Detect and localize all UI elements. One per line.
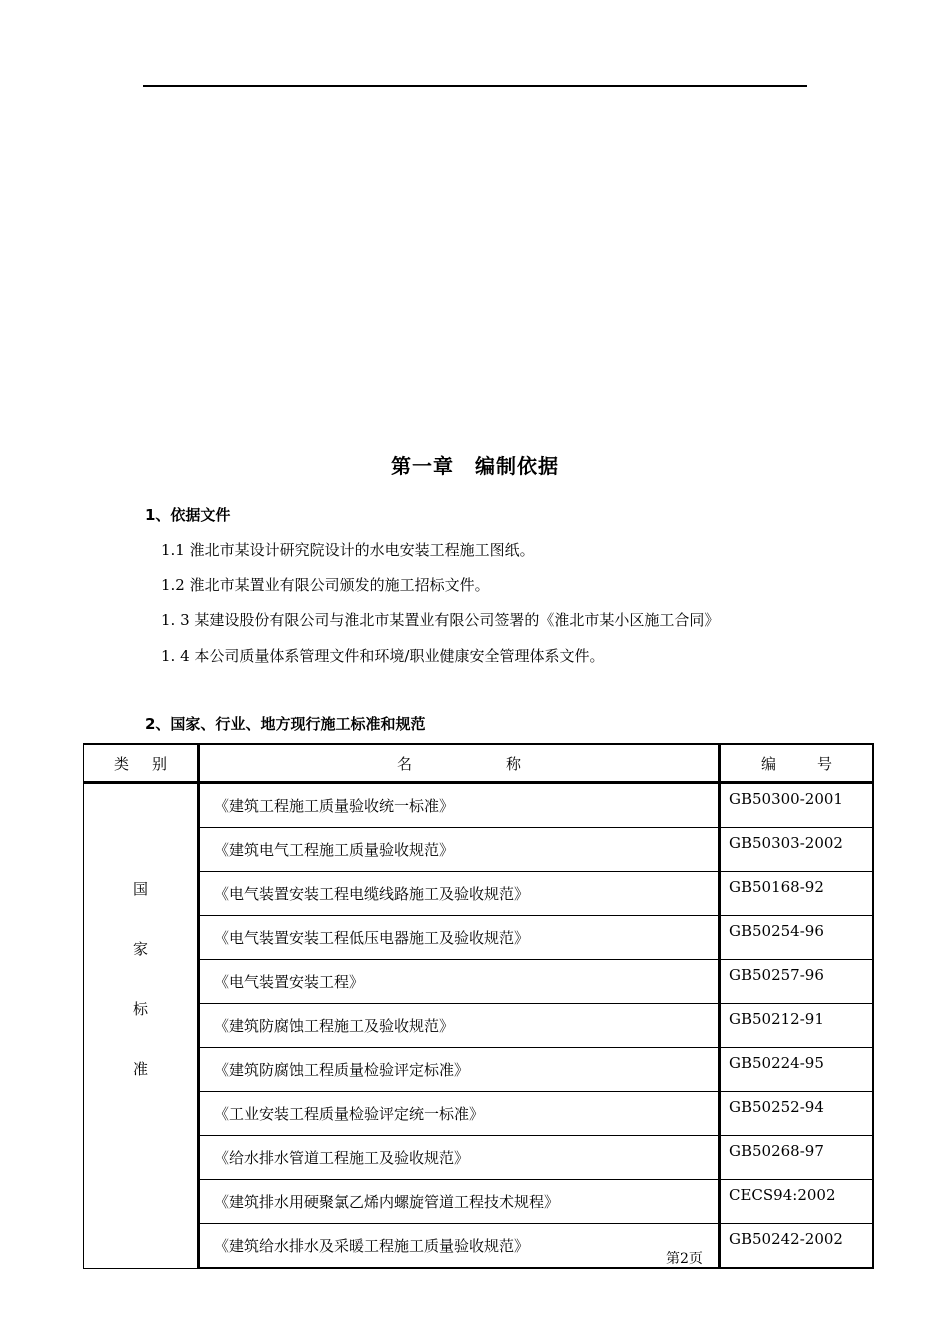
standard-name: 《电气装置安装工程电缆线路施工及验收规范》 [199, 872, 720, 916]
page-number: 第2页 [666, 1251, 703, 1267]
header-code-char: 号 [816, 754, 832, 773]
table-row [84, 1048, 874, 1092]
standard-code: GB50252-94 [720, 1092, 874, 1136]
standard-code: GB50168-92 [720, 872, 874, 916]
header-category-char: 别 [151, 754, 167, 773]
header-rule [143, 85, 807, 87]
category-char: 家 [132, 940, 148, 958]
standard-code: GB50300-2001 [720, 783, 874, 828]
header-name-char: 称 [505, 754, 521, 773]
standard-name: 《建筑工程施工质量验收统一标准》 [199, 783, 720, 828]
table-row [84, 1224, 874, 1269]
standard-code: GB50212-91 [720, 1004, 874, 1048]
section-heading-basis-documents: 1、依据文件 [145, 506, 231, 524]
table-row [84, 872, 874, 916]
standard-code: GB50303-2002 [720, 828, 874, 872]
basis-item-1-2: 1.2 淮北市某置业有限公司颁发的施工招标文件。 [161, 576, 490, 594]
standard-name: 《建筑电气工程施工质量验收规范》 [199, 828, 720, 872]
header-name [199, 744, 720, 783]
header-category-char: 类 [114, 754, 130, 773]
basis-item-1-3: 1. 3 某建设股份有限公司与淮北市某置业有限公司签署的《淮北市某小区施工合同》 [161, 611, 720, 629]
header-code-char: 编 [761, 754, 777, 773]
table-row [84, 916, 874, 960]
standard-name: 《建筑防腐蚀工程质量检验评定标准》 [199, 1048, 720, 1092]
standard-code: GB50257-96 [720, 960, 874, 1004]
section-heading-standards: 2、国家、行业、地方现行施工标准和规范 [145, 715, 426, 733]
table-row [84, 1092, 874, 1136]
header-name-char: 名 [396, 754, 412, 773]
category-char: 国 [132, 880, 148, 898]
standard-name: 《建筑排水用硬聚氯乙烯内螺旋管道工程技术规程》 [199, 1180, 720, 1224]
table-row [84, 1004, 874, 1048]
table-row [84, 783, 874, 828]
table-header-row [84, 744, 874, 783]
standard-code: GB50254-96 [720, 916, 874, 960]
category-char: 准 [132, 1060, 148, 1078]
table-row [84, 960, 874, 1004]
standard-code: GB50224-95 [720, 1048, 874, 1092]
standard-code: CECS94:2002 [720, 1180, 874, 1224]
header-code [720, 744, 874, 783]
standard-name: 《给水排水管道工程施工及验收规范》 [199, 1136, 720, 1180]
chapter-title: 第一章 编制依据 [391, 454, 559, 478]
table-row [84, 1180, 874, 1224]
standard-name: 《电气装置安装工程》 [199, 960, 720, 1004]
category-char: 标 [132, 1000, 148, 1018]
standard-name: 《建筑防腐蚀工程施工及验收规范》 [199, 1004, 720, 1048]
category-cell-national-standard [84, 783, 199, 1269]
table-row [84, 828, 874, 872]
basis-item-1-4: 1. 4 本公司质量体系管理文件和环境/职业健康安全管理体系文件。 [161, 647, 605, 665]
standard-name: 《工业安装工程质量检验评定统一标准》 [199, 1092, 720, 1136]
standard-code: GB50268-97 [720, 1136, 874, 1180]
header-category [84, 744, 199, 783]
table-row [84, 1136, 874, 1180]
standard-code: GB50242-2002 [720, 1224, 874, 1269]
standard-name: 《建筑给水排水及采暖工程施工质量验收规范》 [199, 1224, 720, 1269]
basis-item-1-1: 1.1 淮北市某设计研究院设计的水电安装工程施工图纸。 [161, 541, 535, 559]
standard-name: 《电气装置安装工程低压电器施工及验收规范》 [199, 916, 720, 960]
standards-table [83, 743, 874, 1269]
